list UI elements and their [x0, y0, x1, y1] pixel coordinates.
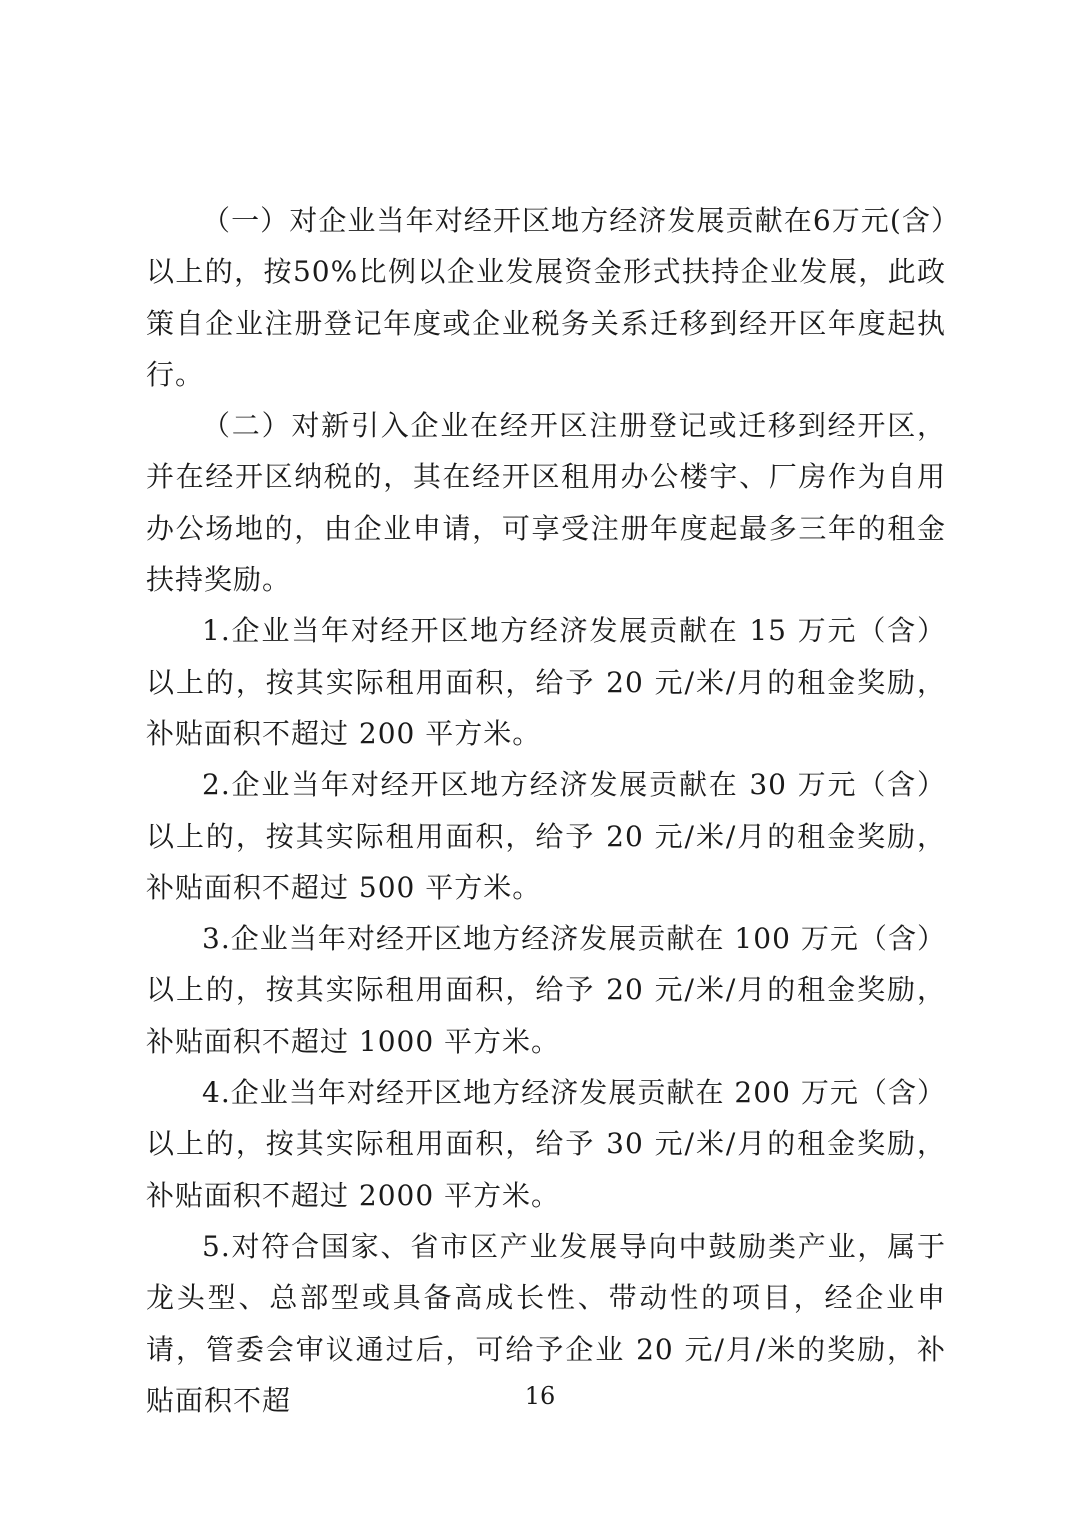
page-number: 16	[524, 1382, 556, 1410]
paragraph-item-2: 2.企业当年对经开区地方经济发展贡献在 30 万元（含）以上的，按其实际租用面积，给予 20 元/米/月的租金奖励，补贴面积不超过 500 平方米。	[146, 768, 946, 904]
paragraph-item-3: 3.企业当年对经开区地方经济发展贡献在 100 万元（含）以上的，按其实际租用面积，给予 20 元/米/月的租金奖励，补贴面积不超过 1000 平方米。	[146, 922, 946, 1058]
document-body	[146, 195, 946, 1426]
paragraph-item-1: 1.企业当年对经开区地方经济发展贡献在 15 万元（含）以上的，按其实际租用面积，给予 20 元/米/月的租金奖励，补贴面积不超过 200 平方米。	[146, 614, 946, 750]
paragraph-section-1: （一）对企业当年对经开区地方经济发展贡献在6万元(含）以上的，按50%比例以企业发展资金形式扶持企业发展，此政策自企业注册登记年度或企业税务关系迁移到经开区年度起执行。	[146, 204, 946, 391]
paragraph-section-2: （二）对新引入企业在经开区注册登记或迁移到经开区，并在经开区纳税的，其在经开区租用办公楼宇、厂房作为自用办公场地的，由企业申请，可享受注册年度起最多三年的租金扶持奖励。	[146, 409, 946, 597]
paragraph-item-5: 5.对符合国家、省市区产业发展导向中鼓励类产业，属于龙头型、总部型或具备高成长性、带动性的项目，经企业申请，管委会审议通过后，可给予企业 20 元/月/米的奖励，补贴面积不超	[146, 1229, 946, 1417]
paragraph-item-4: 4.企业当年对经开区地方经济发展贡献在 200 万元（含）以上的，按其实际租用面积，给予 30 元/米/月的租金奖励，补贴面积不超过 2000 平方米。	[146, 1076, 946, 1212]
